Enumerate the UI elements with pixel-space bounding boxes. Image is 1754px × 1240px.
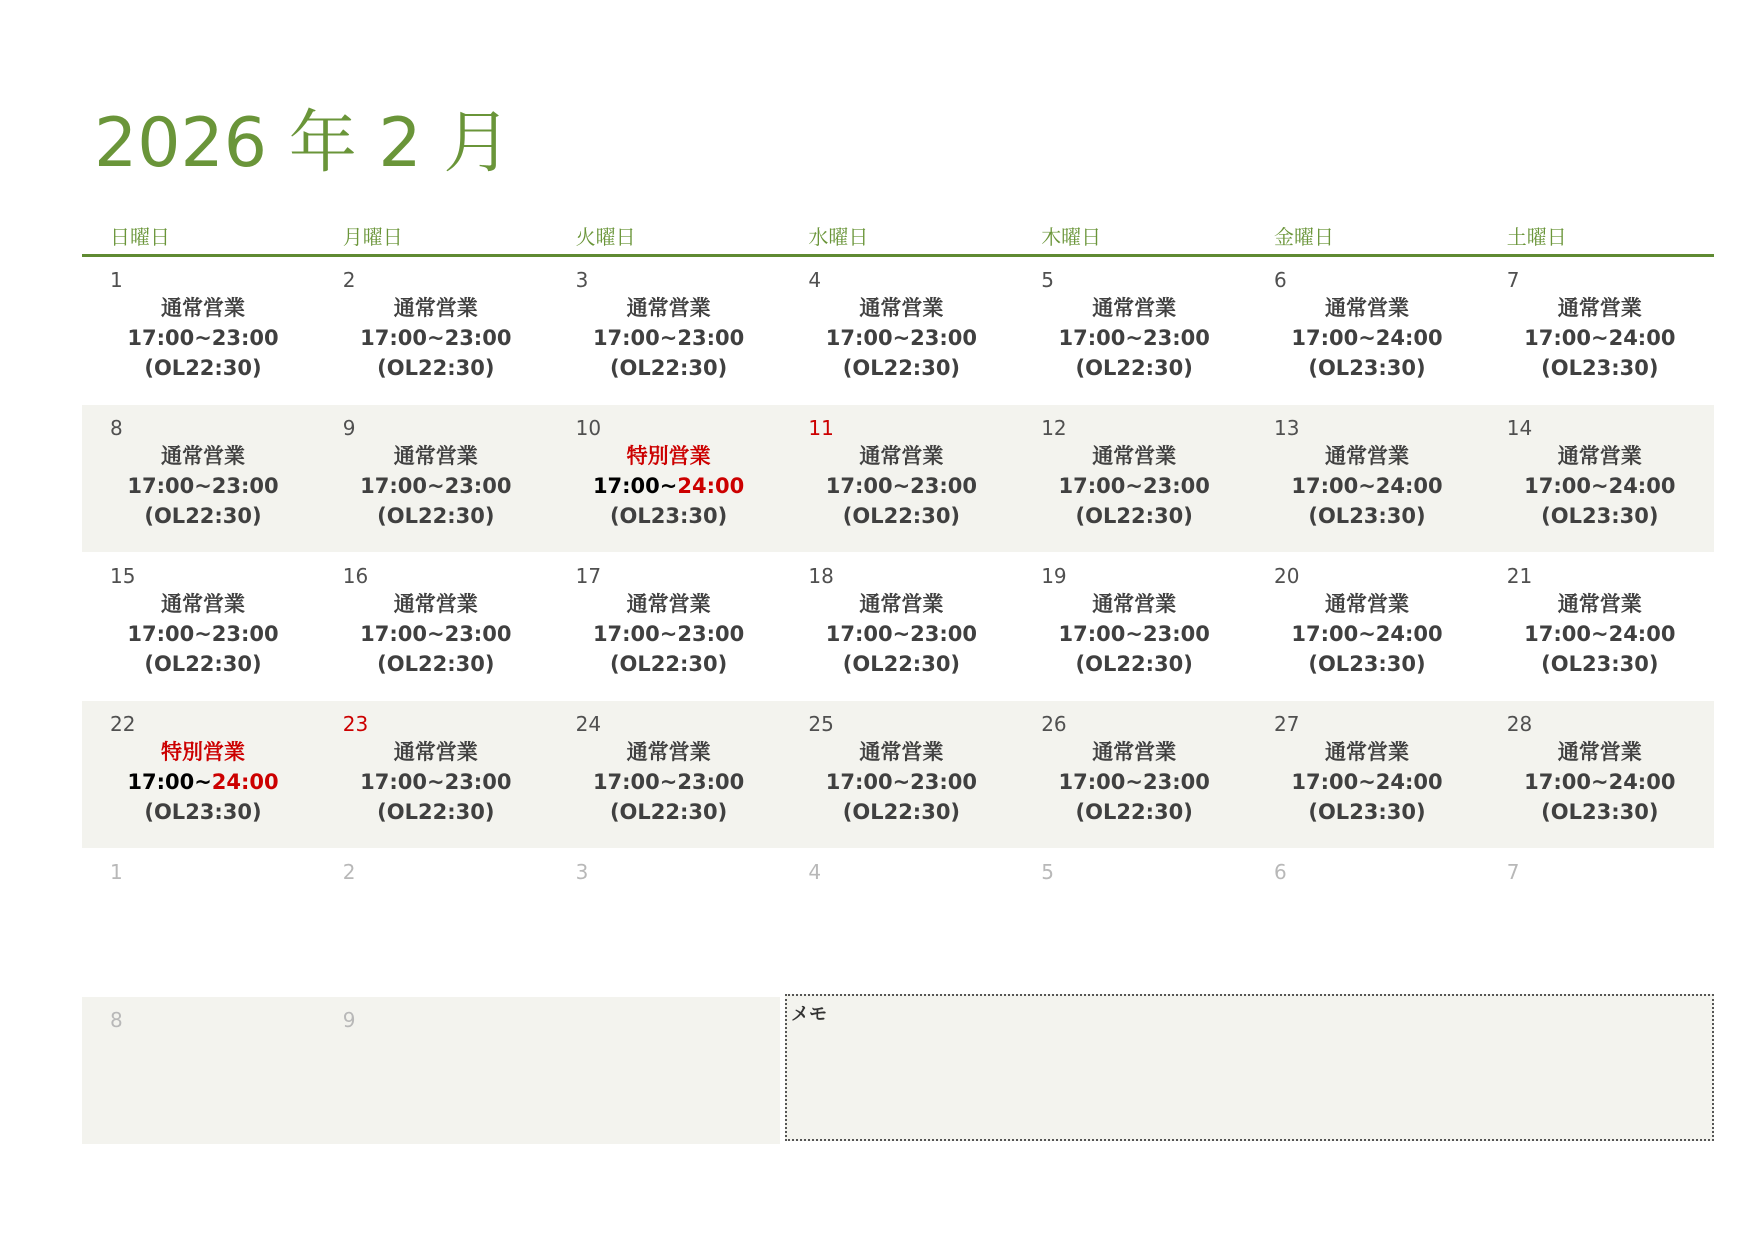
day-cell[interactable] [780,405,1012,552]
day-number: 8 [110,416,123,440]
status-text: 通常営業 [626,740,711,764]
day-cell[interactable] [1013,553,1245,700]
day-cell[interactable] [315,701,547,848]
last-order-text: (OL22:30) [1075,652,1193,676]
status-text: 通常営業 [161,592,245,616]
day-number: 10 [575,416,602,440]
schedule-block [786,293,1016,383]
schedule-block [554,441,784,531]
status-text: 通常営業 [1557,444,1642,468]
status-text: 通常営業 [1092,444,1177,468]
last-order-text: (OL22:30) [144,652,262,676]
week-row [82,405,1714,552]
calendar-title [94,104,512,183]
status-text: 通常営業 [859,592,944,616]
day-number: 20 [1274,564,1300,588]
last-order-text: (OL22:30) [842,800,961,824]
hours-end: 24:00 [677,474,745,498]
day-number: 13 [1274,416,1300,440]
hours-text: 17:00~24:00 [1524,326,1676,350]
hours-text [88,767,318,797]
day-number: 6 [1274,860,1287,884]
hours-text: 17:00~24:00 [1291,326,1443,350]
hours-text: 17:00~24:00 [1291,770,1443,794]
hours-text: 17:00~24:00 [1291,622,1443,646]
last-order-text: (OL23:30) [144,800,262,824]
day-cell[interactable] [780,701,1012,848]
schedule-block [1019,737,1249,827]
day-number: 28 [1506,712,1533,736]
last-order-text: (OL22:30) [377,356,495,380]
hours-text: 17:00~23:00 [592,326,745,350]
status-text: 通常営業 [1325,444,1409,468]
day-number: 19 [1041,564,1067,588]
day-number: 16 [342,564,369,588]
weekday-label: 日曜日 [110,225,170,249]
schedule-block [1019,293,1249,383]
day-number: 14 [1506,416,1533,440]
day-number: 2 [342,860,356,884]
schedule-block [554,737,784,827]
last-order-text: (OL22:30) [144,356,262,380]
status-text: 通常営業 [393,444,478,468]
schedule-block [88,441,318,531]
week-row [82,849,1714,996]
day-cell[interactable] [1246,553,1478,700]
day-cell[interactable] [1246,257,1478,404]
day-cell[interactable] [1246,405,1478,552]
schedule-block [1252,293,1482,383]
day-cell[interactable] [1013,405,1245,552]
day-cell[interactable] [548,405,780,552]
day-cell[interactable] [1013,849,1245,996]
status-text: 通常営業 [626,592,711,616]
day-cell[interactable] [82,553,314,700]
last-order-text: (OL23:30) [1308,356,1426,380]
day-number: 26 [1041,712,1067,736]
status-text: 通常営業 [859,740,944,764]
status-text: 通常営業 [393,296,478,320]
schedule-block [88,293,318,383]
day-cell[interactable] [315,997,547,1144]
status-text: 通常営業 [393,592,478,616]
status-text: 通常営業 [1325,740,1409,764]
last-order-text: (OL22:30) [377,800,495,824]
last-order-text: (OL22:30) [377,652,495,676]
day-cell[interactable] [315,257,547,404]
schedule-block [1485,441,1715,531]
day-number: 5 [1041,860,1054,884]
last-order-text: (OL23:30) [1541,356,1659,380]
day-number: 2 [342,268,356,292]
day-number: 21 [1506,564,1533,588]
day-cell[interactable] [1479,553,1711,700]
status-text: 通常営業 [1557,296,1642,320]
week-row [82,553,1714,700]
schedule-block [321,293,551,383]
hours-text: 17:00~23:00 [360,622,512,646]
schedule-block [1019,589,1249,679]
day-cell[interactable] [1246,849,1478,996]
day-number: 4 [808,268,822,292]
status-text: 通常営業 [1325,296,1409,320]
day-cell[interactable] [315,405,547,552]
day-number: 6 [1274,268,1287,292]
status-text: 特別営業 [626,444,711,468]
day-number: 12 [1041,416,1067,440]
hours-text: 17:00~23:00 [127,474,279,498]
last-order-text: (OL22:30) [1075,356,1193,380]
day-number: 25 [808,712,834,736]
schedule-block [786,589,1016,679]
day-cell[interactable] [548,257,780,404]
hours-text: 17:00~24:00 [1291,474,1443,498]
last-order-text: (OL22:30) [842,504,961,528]
schedule-block [88,737,318,827]
status-text: 通常営業 [1092,592,1177,616]
hours-end: 24:00 [211,770,279,794]
last-order-text: (OL23:30) [609,504,728,528]
schedule-block [321,441,551,531]
last-order-text: (OL23:30) [1308,800,1426,824]
hours-text: 17:00~24:00 [1524,770,1676,794]
weekday-label: 金曜日 [1274,225,1334,249]
day-cell[interactable] [1479,849,1711,996]
hours-start: 17:00~ [127,770,212,794]
schedule-block [1252,441,1482,531]
hours-text: 17:00~23:00 [360,474,512,498]
last-order-text: (OL22:30) [144,504,262,528]
schedule-block [321,737,551,827]
day-cell[interactable] [315,849,547,996]
memo-box[interactable] [785,994,1714,1141]
day-cell[interactable] [1246,701,1478,848]
last-order-text: (OL23:30) [1541,504,1659,528]
status-text: 通常営業 [161,296,245,320]
title-year-unit: 年 [288,104,357,183]
weekday-label: 水曜日 [808,225,869,249]
day-number: 8 [110,1008,123,1032]
day-cell[interactable] [82,701,314,848]
last-order-text: (OL22:30) [377,504,495,528]
schedule-block [1485,293,1715,383]
weekday-label: 土曜日 [1506,225,1567,249]
schedule-block [1252,589,1482,679]
last-order-text: (OL22:30) [609,356,728,380]
day-number: 15 [110,564,136,588]
status-text: 特別営業 [161,740,245,764]
status-text: 通常営業 [1557,740,1642,764]
day-cell[interactable] [548,553,780,700]
day-number: 4 [808,860,822,884]
last-order-text: (OL23:30) [1308,504,1426,528]
schedule-block [88,589,318,679]
day-number: 18 [808,564,834,588]
last-order-text: (OL22:30) [609,800,728,824]
hours-text: 17:00~23:00 [127,326,279,350]
day-cell[interactable] [1479,405,1711,552]
day-number: 7 [1506,860,1520,884]
status-text: 通常営業 [1557,592,1642,616]
schedule-block [1485,737,1715,827]
last-order-text: (OL22:30) [1075,800,1193,824]
last-order-text: (OL22:30) [842,652,961,676]
status-text: 通常営業 [1325,592,1409,616]
status-text: 通常営業 [393,740,478,764]
status-text: 通常営業 [1092,740,1177,764]
day-number: 5 [1041,268,1054,292]
hours-text: 17:00~23:00 [592,770,745,794]
hours-text [554,471,784,501]
day-number: 9 [342,1008,356,1032]
status-text: 通常営業 [161,444,245,468]
day-number: 17 [575,564,602,588]
hours-text: 17:00~23:00 [825,326,978,350]
hours-text: 17:00~23:00 [127,622,279,646]
day-cell[interactable] [780,849,1012,996]
last-order-text: (OL22:30) [1075,504,1193,528]
schedule-block [786,441,1016,531]
last-order-text: (OL23:30) [1541,652,1659,676]
day-cell[interactable] [82,405,314,552]
day-number: 22 [110,712,136,736]
last-order-text: (OL22:30) [609,652,728,676]
hours-text: 17:00~23:00 [1058,474,1210,498]
hours-text: 17:00~23:00 [1058,770,1210,794]
title-month: 2 [378,104,422,183]
hours-text: 17:00~23:00 [1058,326,1210,350]
weekday-label: 月曜日 [342,225,403,249]
schedule-block [554,293,784,383]
week-row [82,701,1714,848]
title-month-unit: 月 [443,104,512,183]
day-number: 3 [575,268,589,292]
schedule-block [554,589,784,679]
schedule-block [786,737,1016,827]
day-cell[interactable] [548,849,780,996]
weekday-label: 火曜日 [575,225,636,249]
memo-label: メモ [791,1004,827,1025]
schedule-block [1252,737,1482,827]
schedule-block [1485,589,1715,679]
day-number: 27 [1274,712,1300,736]
day-cell[interactable] [548,701,780,848]
hours-text: 17:00~23:00 [825,622,978,646]
week-row [82,257,1714,404]
schedule-block [1019,441,1249,531]
status-text: 通常営業 [859,296,944,320]
hours-text: 17:00~23:00 [825,770,978,794]
hours-text: 17:00~24:00 [1524,622,1676,646]
day-number: 1 [110,268,123,292]
status-text: 通常営業 [626,296,711,320]
day-cell[interactable] [1013,701,1245,848]
hours-text: 17:00~23:00 [360,326,512,350]
day-number: 24 [575,712,602,736]
day-cell[interactable] [82,257,314,404]
hours-text: 17:00~23:00 [825,474,978,498]
hours-text: 17:00~23:00 [1058,622,1210,646]
day-number: 7 [1506,268,1520,292]
hours-text: 17:00~24:00 [1524,474,1676,498]
title-year: 2026 [94,104,268,183]
day-cell[interactable] [82,997,314,1144]
day-number: 9 [342,416,356,440]
week-row [82,997,780,1144]
day-number: 1 [110,860,123,884]
day-number: 3 [575,860,589,884]
weekday-header-row [82,222,1714,257]
day-cell[interactable] [1013,257,1245,404]
schedule-block [321,589,551,679]
day-cell[interactable] [315,553,547,700]
hours-text: 17:00~23:00 [592,622,745,646]
day-cell[interactable] [1479,257,1711,404]
day-cell[interactable] [82,849,314,996]
last-order-text: (OL23:30) [1541,800,1659,824]
day-cell[interactable] [1479,701,1711,848]
day-cell[interactable] [780,257,1012,404]
hours-start: 17:00~ [592,474,678,498]
hours-text: 17:00~23:00 [360,770,512,794]
last-order-text: (OL22:30) [842,356,961,380]
weekday-label: 木曜日 [1041,225,1102,249]
last-order-text: (OL23:30) [1308,652,1426,676]
status-text: 通常営業 [1092,296,1177,320]
day-number: 11 [808,416,834,440]
day-number: 23 [342,712,369,736]
day-cell[interactable] [780,553,1012,700]
status-text: 通常営業 [859,444,944,468]
